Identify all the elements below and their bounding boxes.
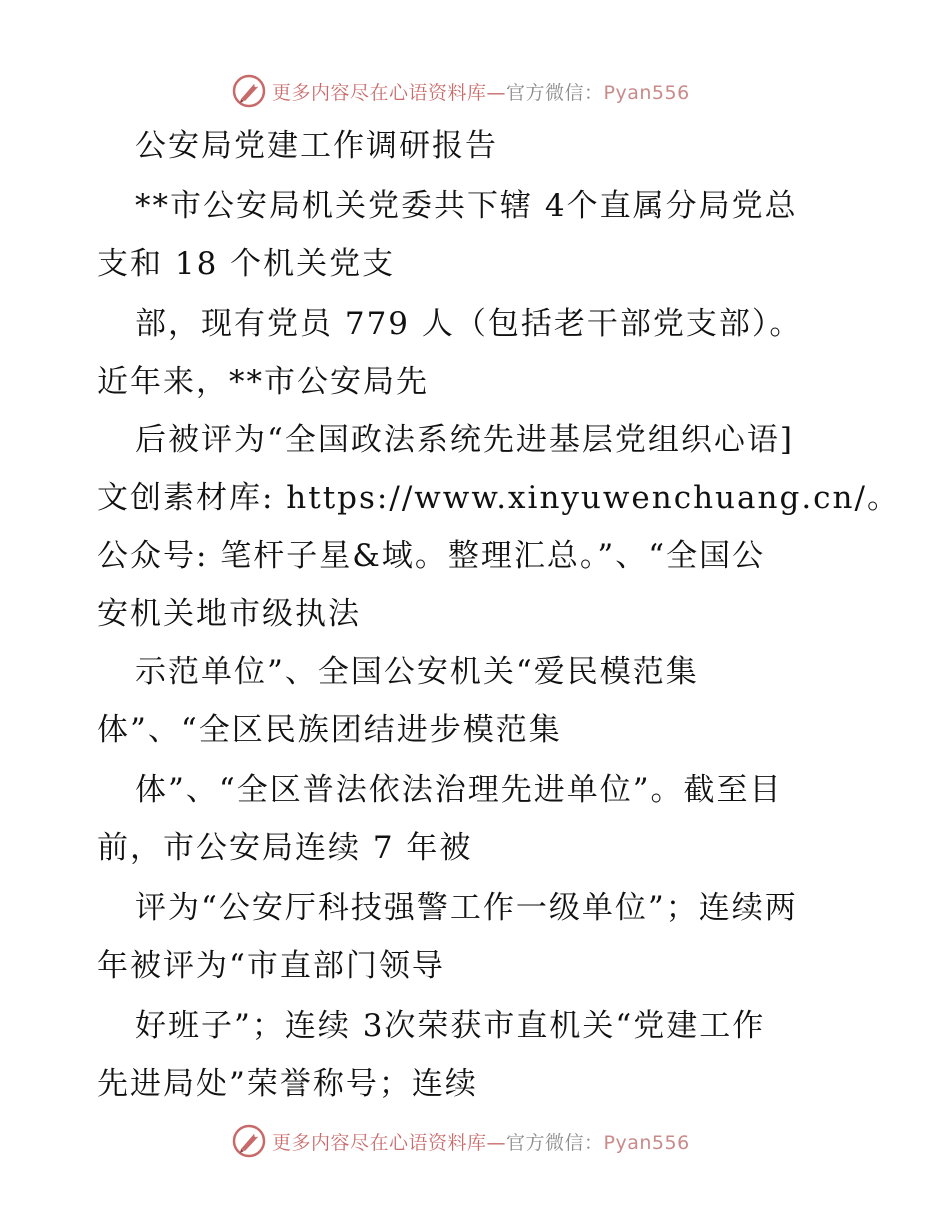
document-line: 评为“公安厅科技强警工作一级单位”；连续两 <box>135 890 798 926</box>
document-line: 后被评为“全国政法系统先进基层党组织心语] <box>135 422 794 458</box>
header-banner-dash: — <box>486 81 507 104</box>
pen-logo-icon <box>232 1124 266 1158</box>
footer-banner-text <box>272 1128 690 1155</box>
document-line: 部，现有党员 779 人（包括老干部党支部）。 <box>135 306 803 342</box>
document-line: 支和 18 个机关党支 <box>97 246 396 282</box>
footer-banner-dash: — <box>486 1131 507 1154</box>
header-banner-content <box>232 74 690 108</box>
footer-banner <box>0 1120 950 1160</box>
document-line: 文创素材库: https://www.xinyuwenchuang.cn/。 <box>97 480 900 516</box>
document-line: 年被评为“市直部门领导 <box>97 948 445 984</box>
pen-logo-icon <box>232 74 266 108</box>
document-line: 先进局处”荣誉称号；连续 <box>97 1066 478 1102</box>
document-line: 前，市公安局连续 7 年被 <box>97 830 473 866</box>
document-line: 安机关地市级执法 <box>97 596 361 632</box>
document-line: 好班子”；连续 3次荣获市直机关“党建工作 <box>135 1008 766 1044</box>
document-line: 体”、“全区普法依法治理先进单位”。截至目 <box>135 772 783 808</box>
footer-banner-official: 官方微信： <box>506 1131 604 1154</box>
header-banner-official: 官方微信： <box>506 81 604 104</box>
document-line: **市公安局机关党委共下辖 4个直属分局党总 <box>135 188 798 224</box>
footer-banner-main: 更多内容尽在心语资料库 <box>272 1131 487 1154</box>
header-banner-wechat-id: Pyan556 <box>603 81 690 104</box>
document-line: 近年来，**市公安局先 <box>97 364 429 400</box>
document-line: 公众号: 笔杆子星&域。整理汇总。”、“全国公 <box>97 538 766 574</box>
header-banner <box>0 70 950 110</box>
header-banner-text <box>272 78 690 105</box>
document-title: 公安局党建工作调研报告 <box>135 128 498 164</box>
header-banner-main: 更多内容尽在心语资料库 <box>272 81 487 104</box>
footer-banner-content <box>232 1124 690 1158</box>
footer-banner-wechat-id: Pyan556 <box>603 1131 690 1154</box>
document-line: 示范单位”、全国公安机关“爱民模范集 <box>135 654 699 690</box>
document-line: 体”、“全区民族团结进步模范集 <box>97 712 562 748</box>
